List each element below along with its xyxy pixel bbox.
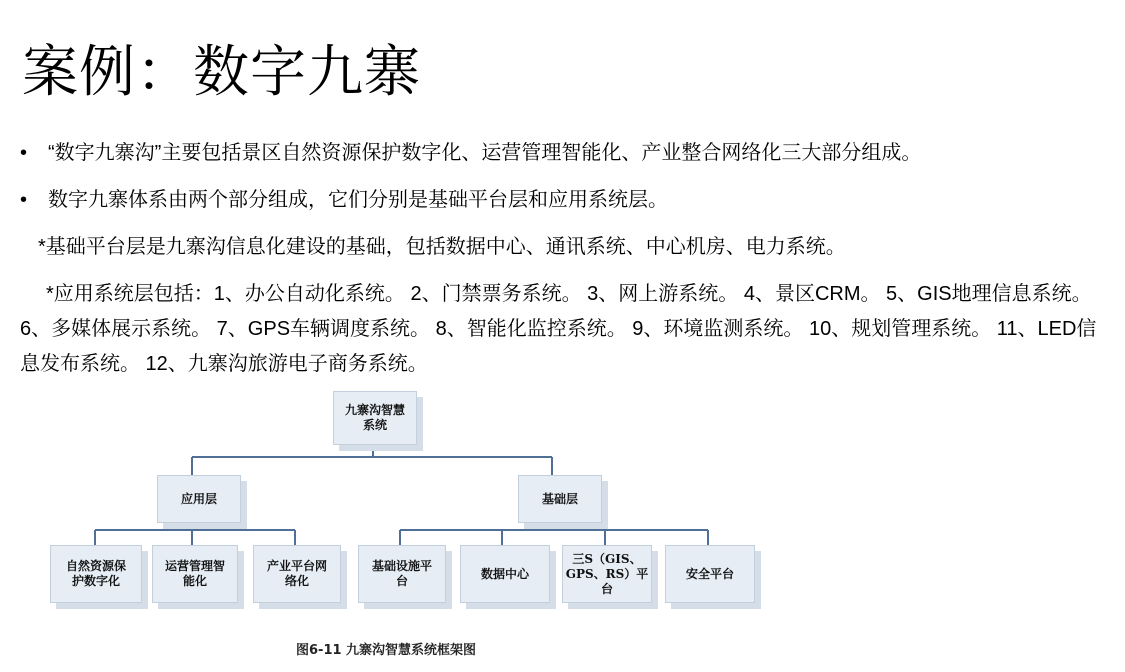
bullet-item — [20, 185, 668, 215]
figure-caption: 图6-11 九寨沟智慧系统框架图 — [296, 643, 477, 658]
bullet-item — [20, 138, 921, 168]
sub-point-application: *应用系统层包括：1、办公自动化系统。 2、门禁票务系统。 3、网上游系统。 4、景区CRM。 5、GIS地理信息系统。 6、多媒体展示系统。 7、GPS车辆调度系统。 8、智能化监控系统。 9、环境监测系统。 10、规划管理系统。 11、LED信息发布系统。 12、九寨沟旅游电子商务系统。 — [20, 283, 1097, 375]
node-security-platform: 安全平台 — [665, 545, 755, 603]
node-infrastructure-platform: 基础设施平 台 — [358, 545, 446, 603]
node-data-center: 数据中心 — [460, 545, 550, 603]
node-foundation-layer: 基础层 — [518, 475, 602, 523]
framework-diagram — [40, 385, 780, 625]
bullet-text: “数字九寨沟”主要包括景区自然资源保护数字化、运营管理智能化、产业整合网络化三大部分组成。 — [48, 142, 922, 164]
node-resource-protection: 自然资源保 护数字化 — [50, 545, 142, 603]
bullet-dot: • — [20, 142, 28, 164]
node-industry-platform: 产业平台网 络化 — [253, 545, 341, 603]
sub-point-foundation: *基础平台层是九寨沟信息化建设的基础，包括数据中心、通讯系统、中心机房、电力系统。 — [38, 236, 846, 258]
bullet-dot: • — [20, 189, 28, 211]
node-operation-management: 运营管理智 能化 — [152, 545, 238, 603]
slide-title: 案例：数字九寨 — [22, 40, 421, 103]
bullet-text: 数字九寨体系由两个部分组成，它们分别是基础平台层和应用系统层。 — [48, 189, 668, 211]
node-3s-platform: 三S（GIS、 GPS、RS）平 台 — [562, 545, 652, 603]
node-application-layer: 应用层 — [157, 475, 241, 523]
node-root: 九寨沟智慧 系统 — [333, 391, 417, 445]
